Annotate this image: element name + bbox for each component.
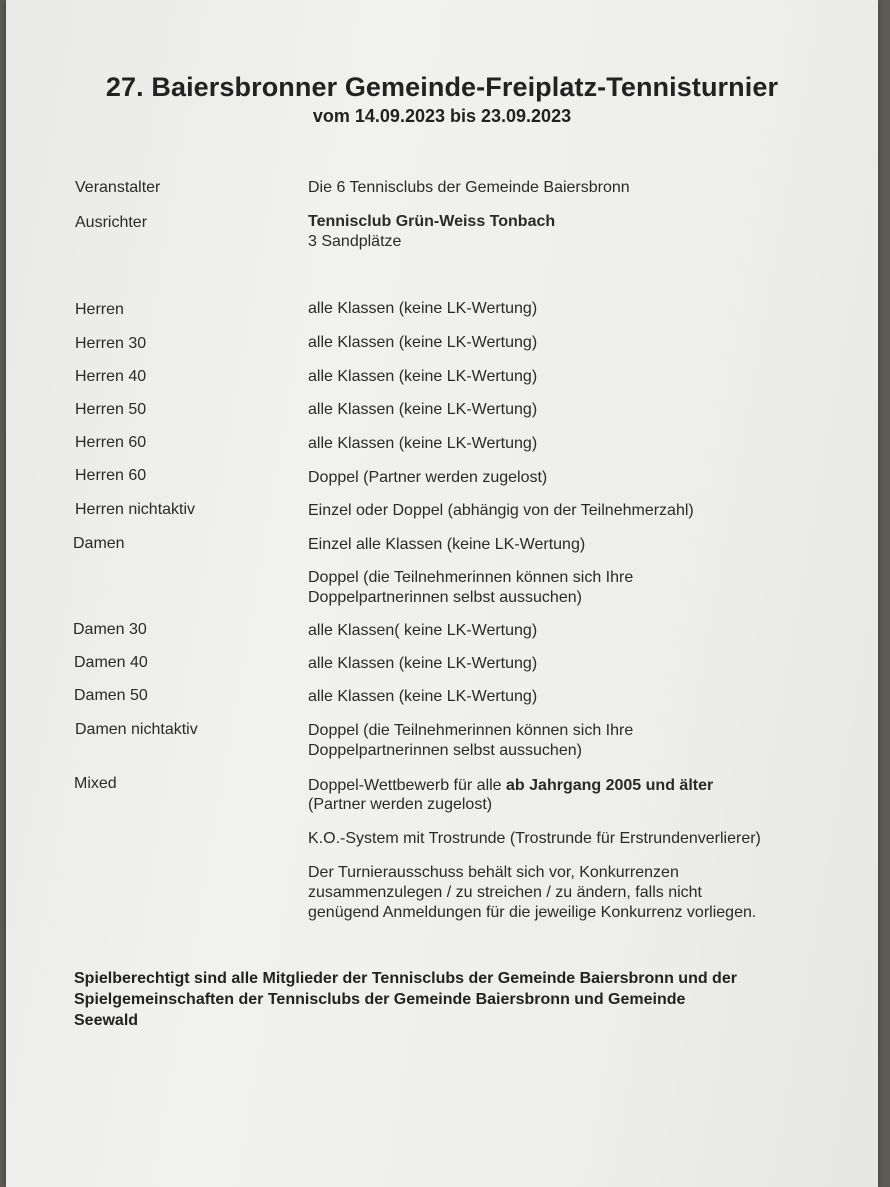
eligibility-line2: Spielgemeinschaften der Tennisclubs der Gemeinde Baiersbronn und Gemeinde [74,991,686,1008]
row-value-damen: Einzel alle Klassen (keine LK-Wertung) [308,536,586,553]
document-page [6,0,878,1187]
row-label-herren-40: Herren 40 [75,368,147,385]
row-value-mixed-line2: (Partner werden zugelost) [308,796,493,813]
row-label-herren: Herren [75,301,124,318]
row-value-damen-50: alle Klassen (keine LK-Wertung) [308,688,538,705]
note-ko-system: K.O.-System mit Trostrunde (Trostrunde für Erstrundenverlierer) [308,830,761,847]
document-title: 27. Baiersbronner Gemeinde-Freiplatz-Tennisturnier [105,72,779,102]
row-value-herren: alle Klassen (keine LK-Wertung) [308,300,538,317]
row-label-herren-60: Herren 60 [75,434,147,451]
row-label-herren-30: Herren 30 [75,335,147,352]
row-label-veranstalter: Veranstalter [75,179,161,196]
row-label-damen: Damen [73,535,125,552]
row-value-herren-50: alle Klassen (keine LK-Wertung) [308,401,538,418]
row-label-herren-nichtaktiv: Herren nichtaktiv [75,501,196,518]
eligibility-statement [74,968,834,1031]
row-label-damen-30: Damen 30 [73,621,147,638]
row-value-herren-60: alle Klassen (keine LK-Wertung) [308,435,538,452]
note-reservation-line2: zusammenzulegen / zu streichen / zu ändern, falls nicht [308,884,702,901]
row-value-damen-nichtaktiv-line2: Doppelpartnerinnen selbst aussuchen) [308,742,582,759]
row-value-herren-60-doppel: Doppel (Partner werden zugelost) [308,469,548,486]
row-label-damen-50: Damen 50 [74,687,148,704]
note-reservation-line3: genügend Anmeldungen für die jeweilige Konkurrenz vorliegen. [308,904,757,921]
eligibility-line3: Seewald [74,1012,139,1029]
row-label-herren-50: Herren 50 [75,401,147,418]
row-label-mixed: Mixed [74,775,117,792]
row-label-damen-40: Damen 40 [74,654,148,671]
eligibility-line1: Spielberechtigt sind alle Mitglieder der Tennisclubs der Gemeinde Baiersbronn und der [74,970,737,987]
mixed-text: Doppel-Wettbewerb für alle [308,777,507,794]
row-value-damen-doppel-line1: Doppel (die Teilnehmerinnen können sich Ihre [308,569,634,586]
row-value-damen-doppel-line2: Doppelpartnerinnen selbst aussuchen) [308,589,582,606]
row-label-damen-nichtaktiv: Damen nichtaktiv [75,721,198,738]
row-value-mixed-line1 [308,776,713,796]
mixed-age-requirement: ab Jahrgang 2005 und älter [506,777,714,794]
row-value-herren-40: alle Klassen (keine LK-Wertung) [308,368,538,385]
row-value-damen-30: alle Klassen( keine LK-Wertung) [308,622,538,639]
row-label-herren-60-doppel: Herren 60 [75,467,147,484]
row-value-herren-30: alle Klassen (keine LK-Wertung) [308,334,538,351]
row-value-damen-40: alle Klassen (keine LK-Wertung) [308,655,538,672]
row-value-damen-nichtaktiv-line1: Doppel (die Teilnehmerinnen können sich Ihre [308,722,634,739]
document-subtitle: vom 14.09.2023 bis 23.09.2023 [312,106,572,126]
row-value-ausrichter-courts: 3 Sandplätze [308,233,402,250]
note-reservation-line1: Der Turnierausschuss behält sich vor, Konkurrenzen [308,864,679,881]
row-label-ausrichter: Ausrichter [75,214,148,231]
row-value-ausrichter: Tennisclub Grün-Weiss Tonbach [308,213,556,230]
row-value-veranstalter: Die 6 Tennisclubs der Gemeinde Baiersbronn [308,179,630,196]
row-value-herren-nichtaktiv: Einzel oder Doppel (abhängig von der Teilnehmerzahl) [308,502,694,519]
